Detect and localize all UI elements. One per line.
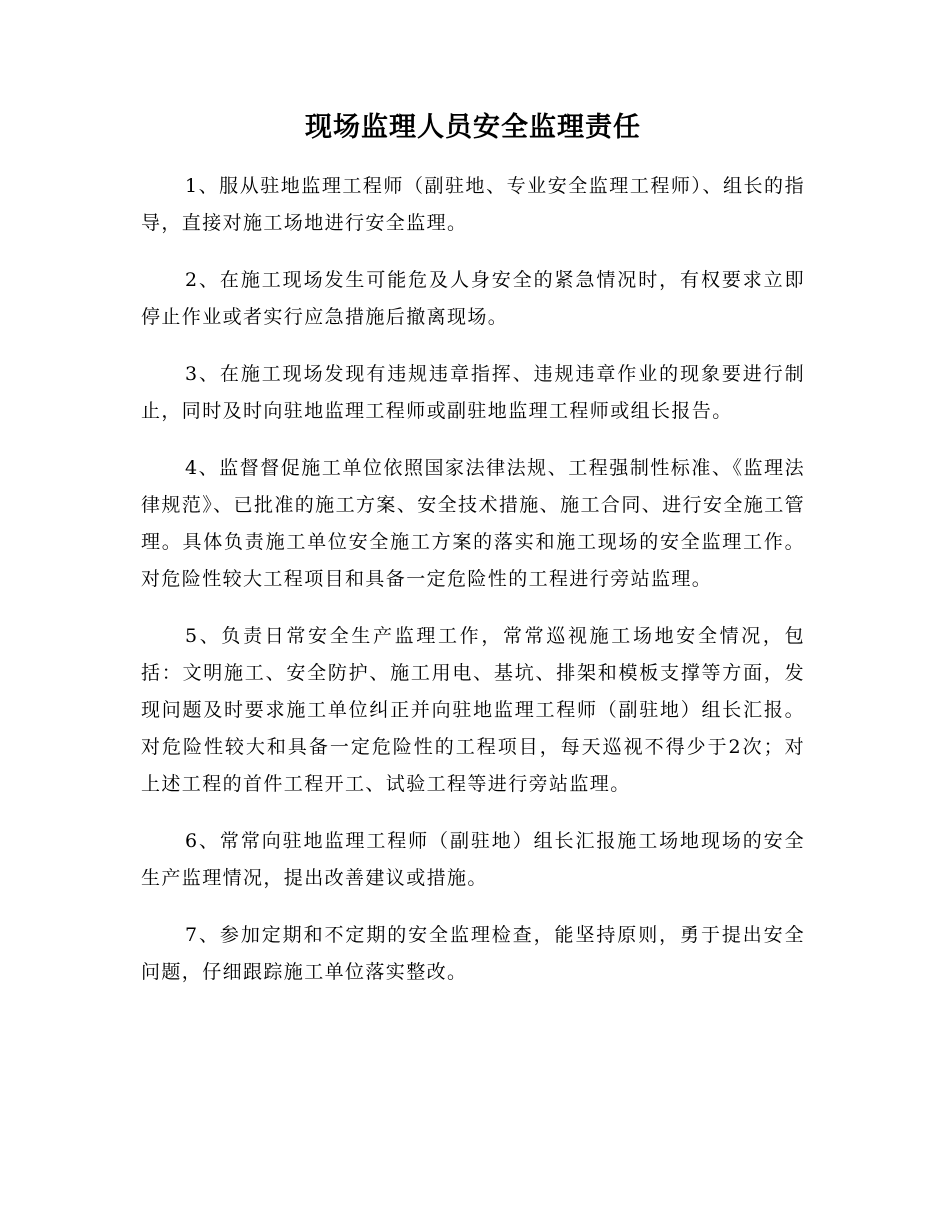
clause-5: 5、负责日常安全生产监理工作，常常巡视施工场地安全情况，包括：文明施工、安全防护、施工用电、基坑、排架和模板支撑等方面，发现问题及时要求施工单位纠正并向驻地监理工程师（副驻地）组长汇报。对危险性较大和具备一定危险性的工程项目，每天巡视不得少于2次；对上述工程的首件工程开工、试验工程等进行旁站监理。 xyxy=(141,625,805,795)
clause-7: 7、参加定期和不定期的安全监理检查，能坚持原则，勇于提出安全问题，仔细跟踪施工单位落实整改。 xyxy=(141,924,805,983)
clause-1: 1、服从驻地监理工程师（副驻地、专业安全监理工程师）、组长的指导，直接对施工场地进行安全监理。 xyxy=(141,175,805,234)
clause-6: 6、常常向驻地监理工程师（副驻地）组长汇报施工场地现场的安全生产监理情况，提出改善建议或措施。 xyxy=(141,830,805,889)
document-page xyxy=(141,108,805,1011)
clause-list xyxy=(141,168,805,991)
document-title: 现场监理人员安全监理责任 xyxy=(305,112,641,143)
clause-2: 2、在施工现场发生可能危及人身安全的紧急情况时，有权要求立即停止作业或者实行应急措施后撤离现场。 xyxy=(141,269,805,328)
clause-3: 3、在施工现场发现有违规违章指挥、违规违章作业的现象要进行制止，同时及时向驻地监理工程师或副驻地监理工程师或组长报告。 xyxy=(141,363,805,422)
clause-4: 4、监督督促施工单位依照国家法律法规、工程强制性标准、《监理法律规范》、已批准的施工方案、安全技术措施、施工合同、进行安全施工管理。具体负责施工单位安全施工方案的落实和施工现场的安全监理工作。对危险性较大工程项目和具备一定危险性的工程进行旁站监理。 xyxy=(141,457,805,590)
